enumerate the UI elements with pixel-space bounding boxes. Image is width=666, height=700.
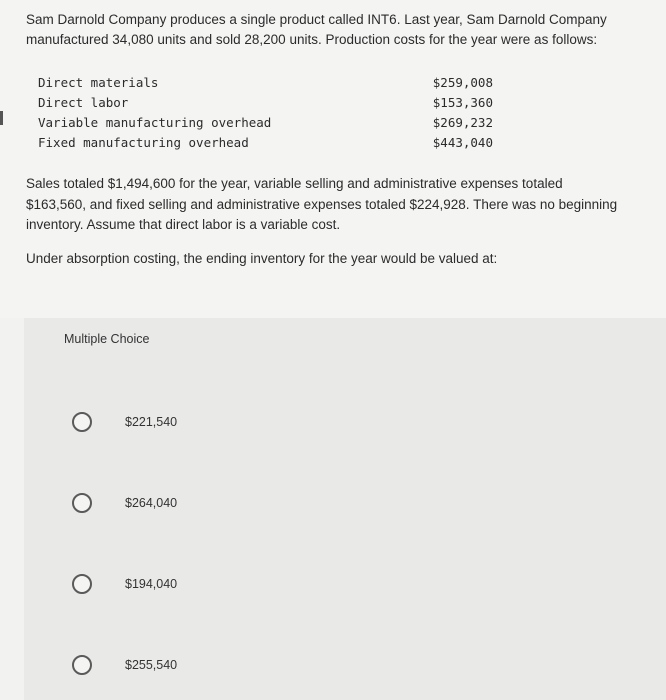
edge-marker [0,111,3,125]
answer-option-a[interactable] [72,407,332,437]
cost-label: Direct materials [38,74,159,90]
multiple-choice-panel [24,318,666,700]
answer-option-b[interactable] [72,488,332,518]
cost-row [38,112,493,132]
radio-button-icon[interactable] [72,574,92,594]
radio-button-icon[interactable] [72,493,92,513]
answer-option-label: $221,540 [125,415,178,429]
cost-row [38,72,493,92]
sales-paragraph: Sales totaled $1,494,600 for the year, variable selling and administrative expenses totaled $163,560, and fixed selling and administrative expenses totaled $224,928. There was no beginning inventory. Assume that direct labor is a variable cost. [26,176,618,232]
answer-option-c[interactable] [72,569,332,599]
answer-option-label: $255,540 [125,658,178,672]
cost-amount: $153,360 [432,94,493,110]
question-intro: Sam Darnold Company produces a single product called INT6. Last year, Sam Darnold Company manufactured 34,080 units and sold 28,200 units. Production costs for the year were as follows: [26,12,607,47]
cost-label: Variable manufacturing overhead [38,114,272,130]
cost-label: Fixed manufacturing overhead [38,134,249,150]
answer-option-d[interactable] [72,650,332,680]
multiple-choice-header: Multiple Choice [64,332,150,346]
cost-row [38,132,493,152]
cost-amount: $443,040 [432,134,493,150]
question-prompt: Under absorption costing, the ending inventory for the year would be valued at: [26,251,498,266]
cost-row [38,92,493,112]
radio-button-icon[interactable] [72,412,92,432]
cost-label: Direct labor [38,94,129,110]
production-costs-table [38,72,493,152]
radio-button-icon[interactable] [72,655,92,675]
cost-amount: $259,008 [432,74,493,90]
answer-option-label: $194,040 [125,577,178,591]
question-panel [0,0,666,318]
cost-amount: $269,232 [432,114,493,130]
answer-option-label: $264,040 [125,496,178,510]
